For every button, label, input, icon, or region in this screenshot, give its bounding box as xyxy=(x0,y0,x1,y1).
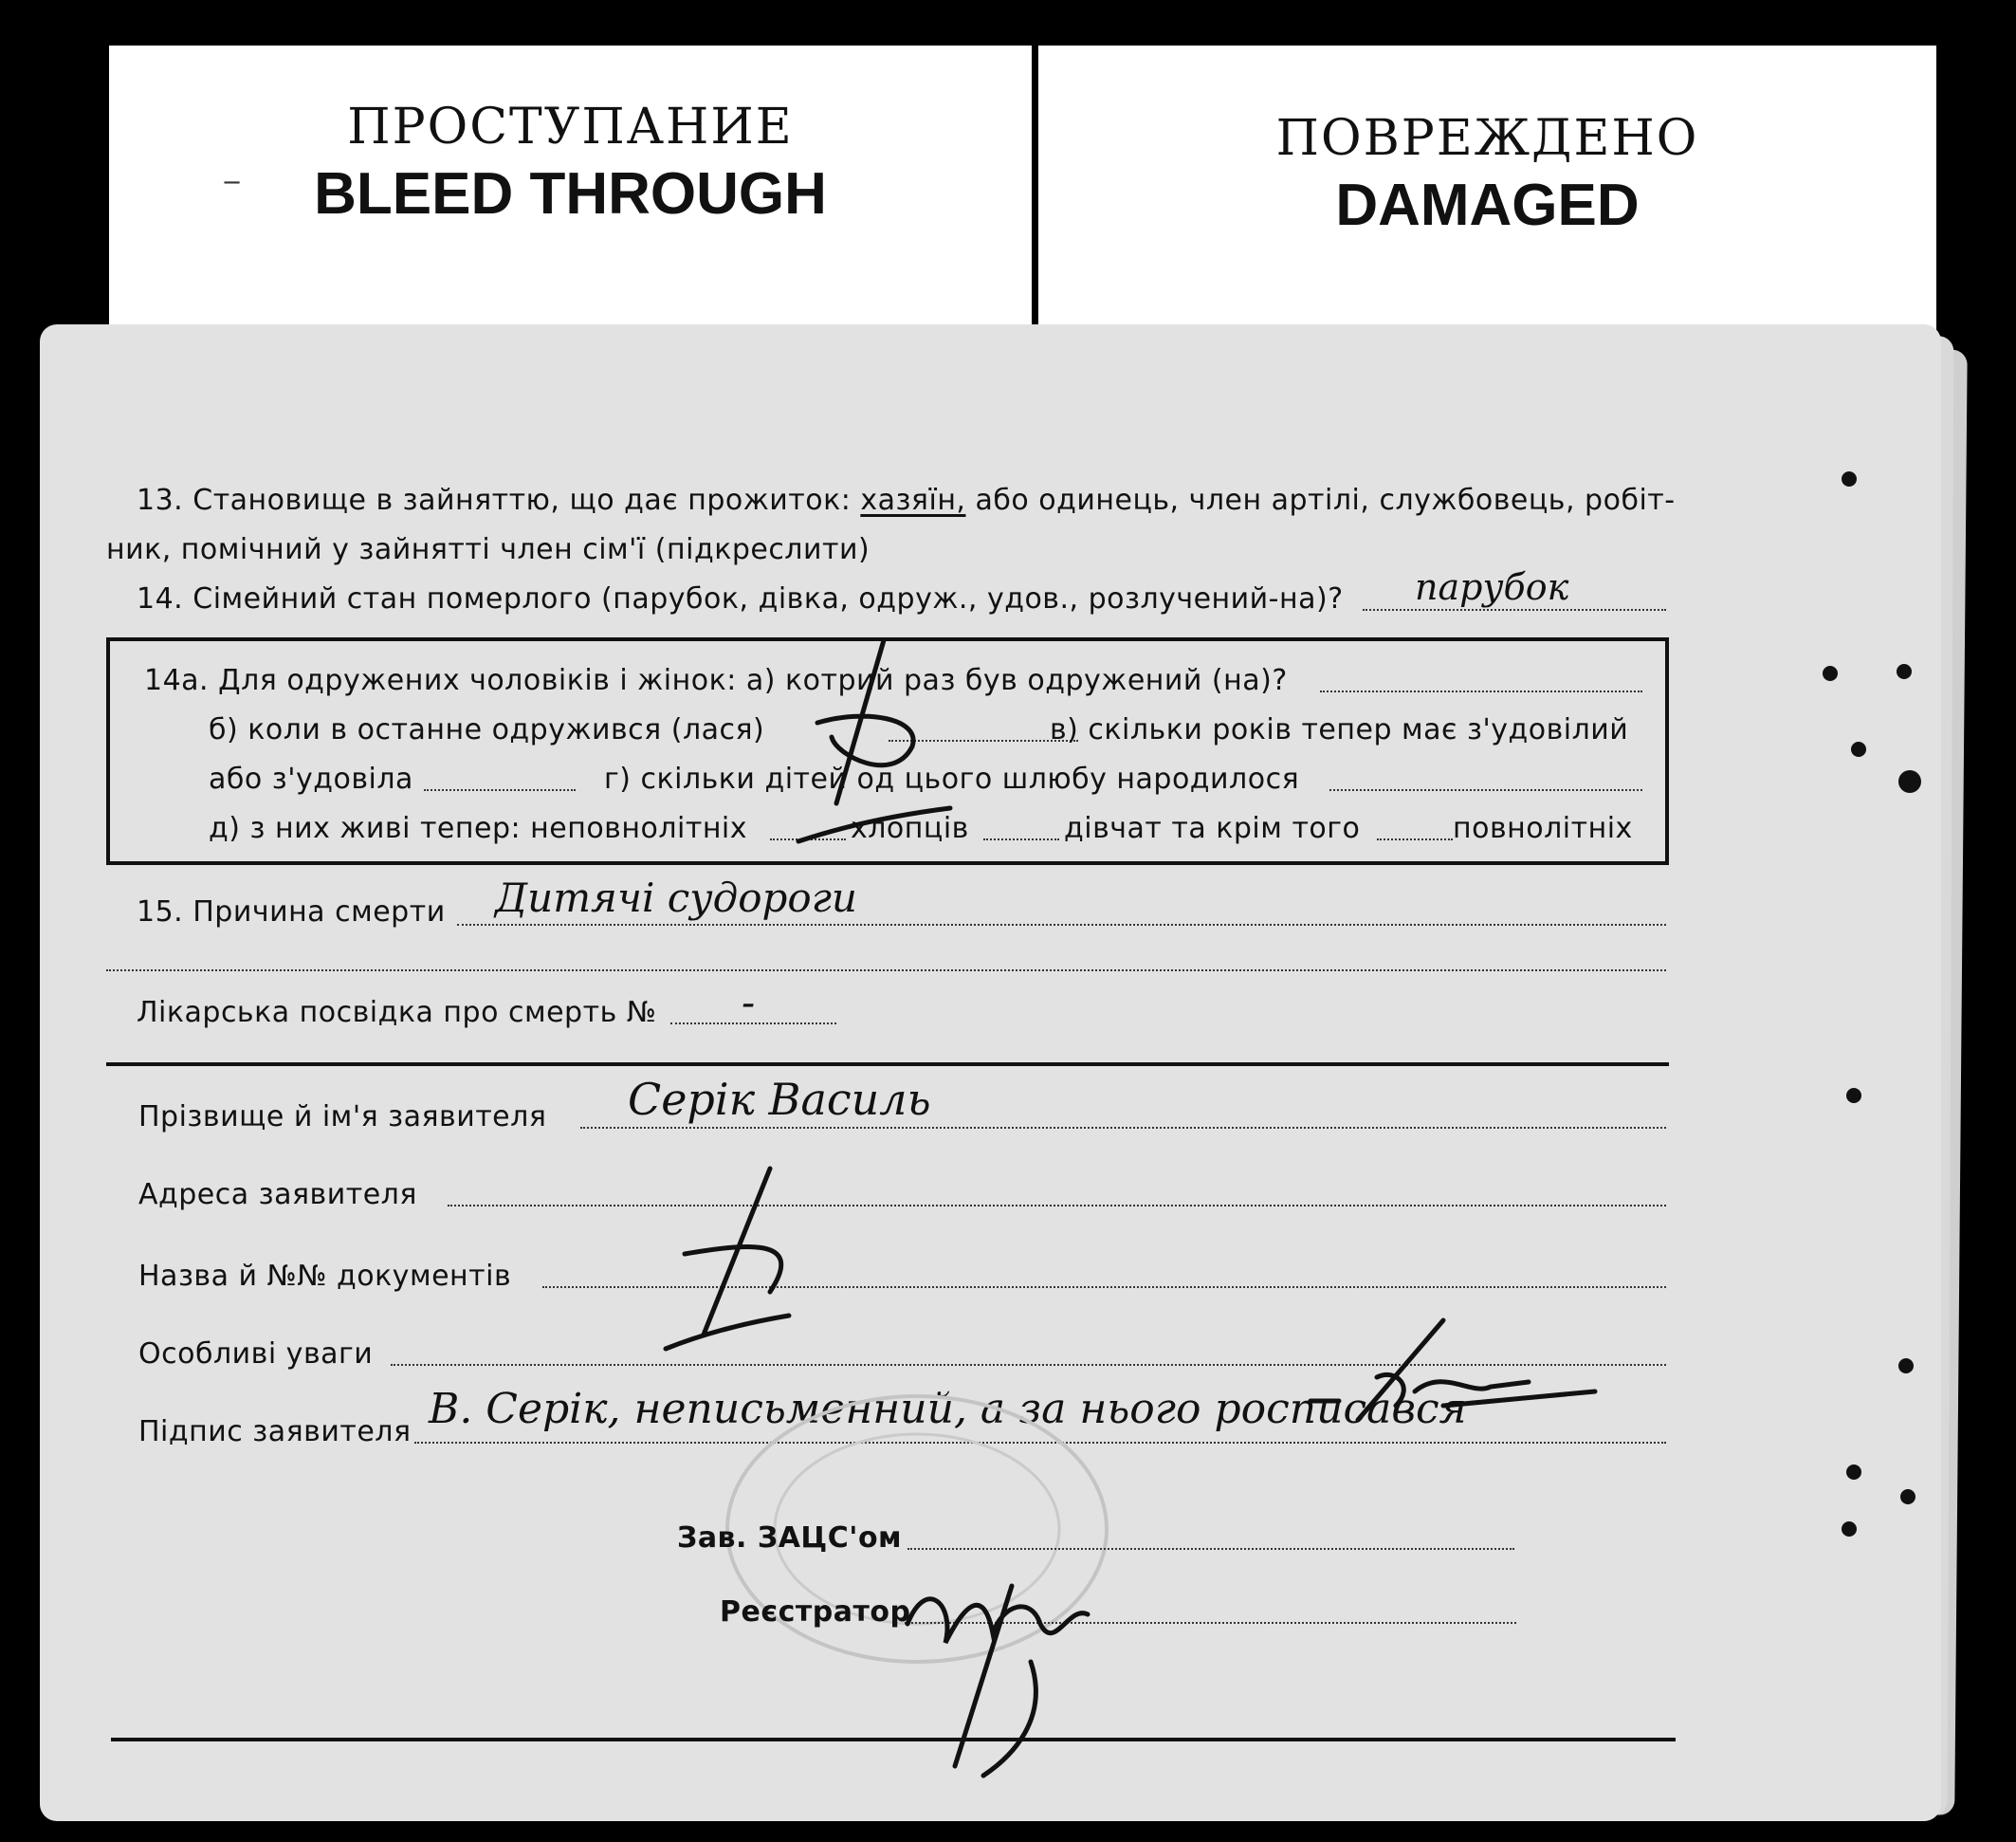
notes-label: Особливі уваги xyxy=(138,1337,374,1371)
applicant-name-line xyxy=(580,1127,1666,1129)
q13-selected: хазяїн, xyxy=(860,484,966,517)
documents-label: Назва й №№ документів xyxy=(138,1260,512,1293)
binding-hole xyxy=(1846,1088,1861,1103)
applicant-address-line xyxy=(448,1205,1666,1207)
med-cert-label: Лікарська посвідка про смерть № xyxy=(137,996,657,1029)
bleed-through-card xyxy=(109,46,1032,330)
binding-hole xyxy=(1851,742,1866,757)
binding-hole xyxy=(1898,1358,1914,1373)
bleed-through-label-ru: ПРОСТУПАНИЕ xyxy=(347,99,794,156)
bottom-rule xyxy=(111,1738,1676,1741)
applicant-signature-mark xyxy=(1301,1311,1604,1434)
q14a-line4b: хлопців xyxy=(851,812,969,845)
q14a-line2b: в) скільки років тепер має з'удовілий xyxy=(1050,713,1629,746)
death-record-form xyxy=(40,324,1941,1821)
signature-value: В. Серік, неписьменний, а за нього росписався xyxy=(429,1385,1467,1433)
q15-answer: Дитячі судороги xyxy=(495,875,857,921)
binding-hole xyxy=(1842,471,1857,487)
q14-answer: парубок xyxy=(1415,566,1569,608)
q14a-d2-line xyxy=(983,838,1059,840)
applicant-name-label: Прізвище й ім'я заявителя xyxy=(138,1100,547,1133)
q14a-line3b: г) скільки дітей од цього шлюбу народилося xyxy=(604,763,1300,796)
binding-hole xyxy=(1846,1464,1861,1480)
applicant-address-label: Адреса заявителя xyxy=(138,1178,417,1211)
q13-prefix: 13. Становище в зайняттю, що дає прожиток: xyxy=(137,484,861,517)
q14a-line4d: повнолітніх xyxy=(1453,812,1633,845)
damaged-label-en: DAMAGED xyxy=(1335,173,1640,238)
section-divider xyxy=(106,1062,1669,1066)
applicant-name-value: Серік Василь xyxy=(628,1074,931,1125)
q13-line1 xyxy=(137,484,1676,517)
binding-hole xyxy=(1900,1489,1915,1504)
binding-hole xyxy=(1897,664,1912,679)
med-cert-value: - xyxy=(742,979,756,1025)
q14a-line2a: б) коли в останне одружився (лася) xyxy=(209,713,765,746)
q14a-a-answer-line xyxy=(1320,691,1642,692)
q13-suffix: або одинець, член артілі, службовець, робіт- xyxy=(965,484,1676,517)
q14a-d3-line xyxy=(1377,838,1453,840)
q14a-line4a: д) з них живі тепер: неповнолітніх xyxy=(209,812,748,845)
dash-scribble xyxy=(779,633,969,870)
q14-label: 14. Сімейний стан померлого (парубок, дівка, одруж., удов., розлучений-на)? xyxy=(137,582,1344,616)
q14a-line3a: або з'удовіла xyxy=(209,763,413,796)
q14-answer-line xyxy=(1363,609,1666,611)
q15-continuation-line xyxy=(106,969,1666,971)
binding-hole xyxy=(1842,1521,1857,1537)
tick-mark: ‒ xyxy=(223,165,242,198)
signature-label: Підпис заявителя xyxy=(138,1415,412,1448)
q15-answer-line xyxy=(457,924,1666,926)
damaged-card xyxy=(1038,46,1936,340)
damaged-label-ru: ПОВРЕЖДЕНО xyxy=(1275,110,1699,167)
bleed-through-label-en: BLEED THROUGH xyxy=(314,161,827,227)
registrar-signature-mark xyxy=(898,1548,1116,1785)
q14a-g-answer-line xyxy=(1329,789,1642,791)
q14a-line1: 14а. Для одружених чоловіків і жінок: а) котрий раз був одружений (на)? xyxy=(144,664,1288,697)
q15-label: 15. Причина смерти xyxy=(137,895,446,929)
q13-line2: ник, помічний у зайнятті член сім'ї (підкреслити) xyxy=(106,533,871,566)
binding-hole xyxy=(1823,666,1838,681)
q14a-line4c: дівчат та крім того xyxy=(1064,812,1361,845)
registrar-label: Реєстратор xyxy=(720,1595,911,1629)
binding-hole xyxy=(1898,770,1921,793)
head-label: Зав. ЗАЦС'ом xyxy=(677,1521,903,1555)
dash-scribble xyxy=(647,1159,865,1377)
q14a-v-answer-line xyxy=(424,789,576,791)
